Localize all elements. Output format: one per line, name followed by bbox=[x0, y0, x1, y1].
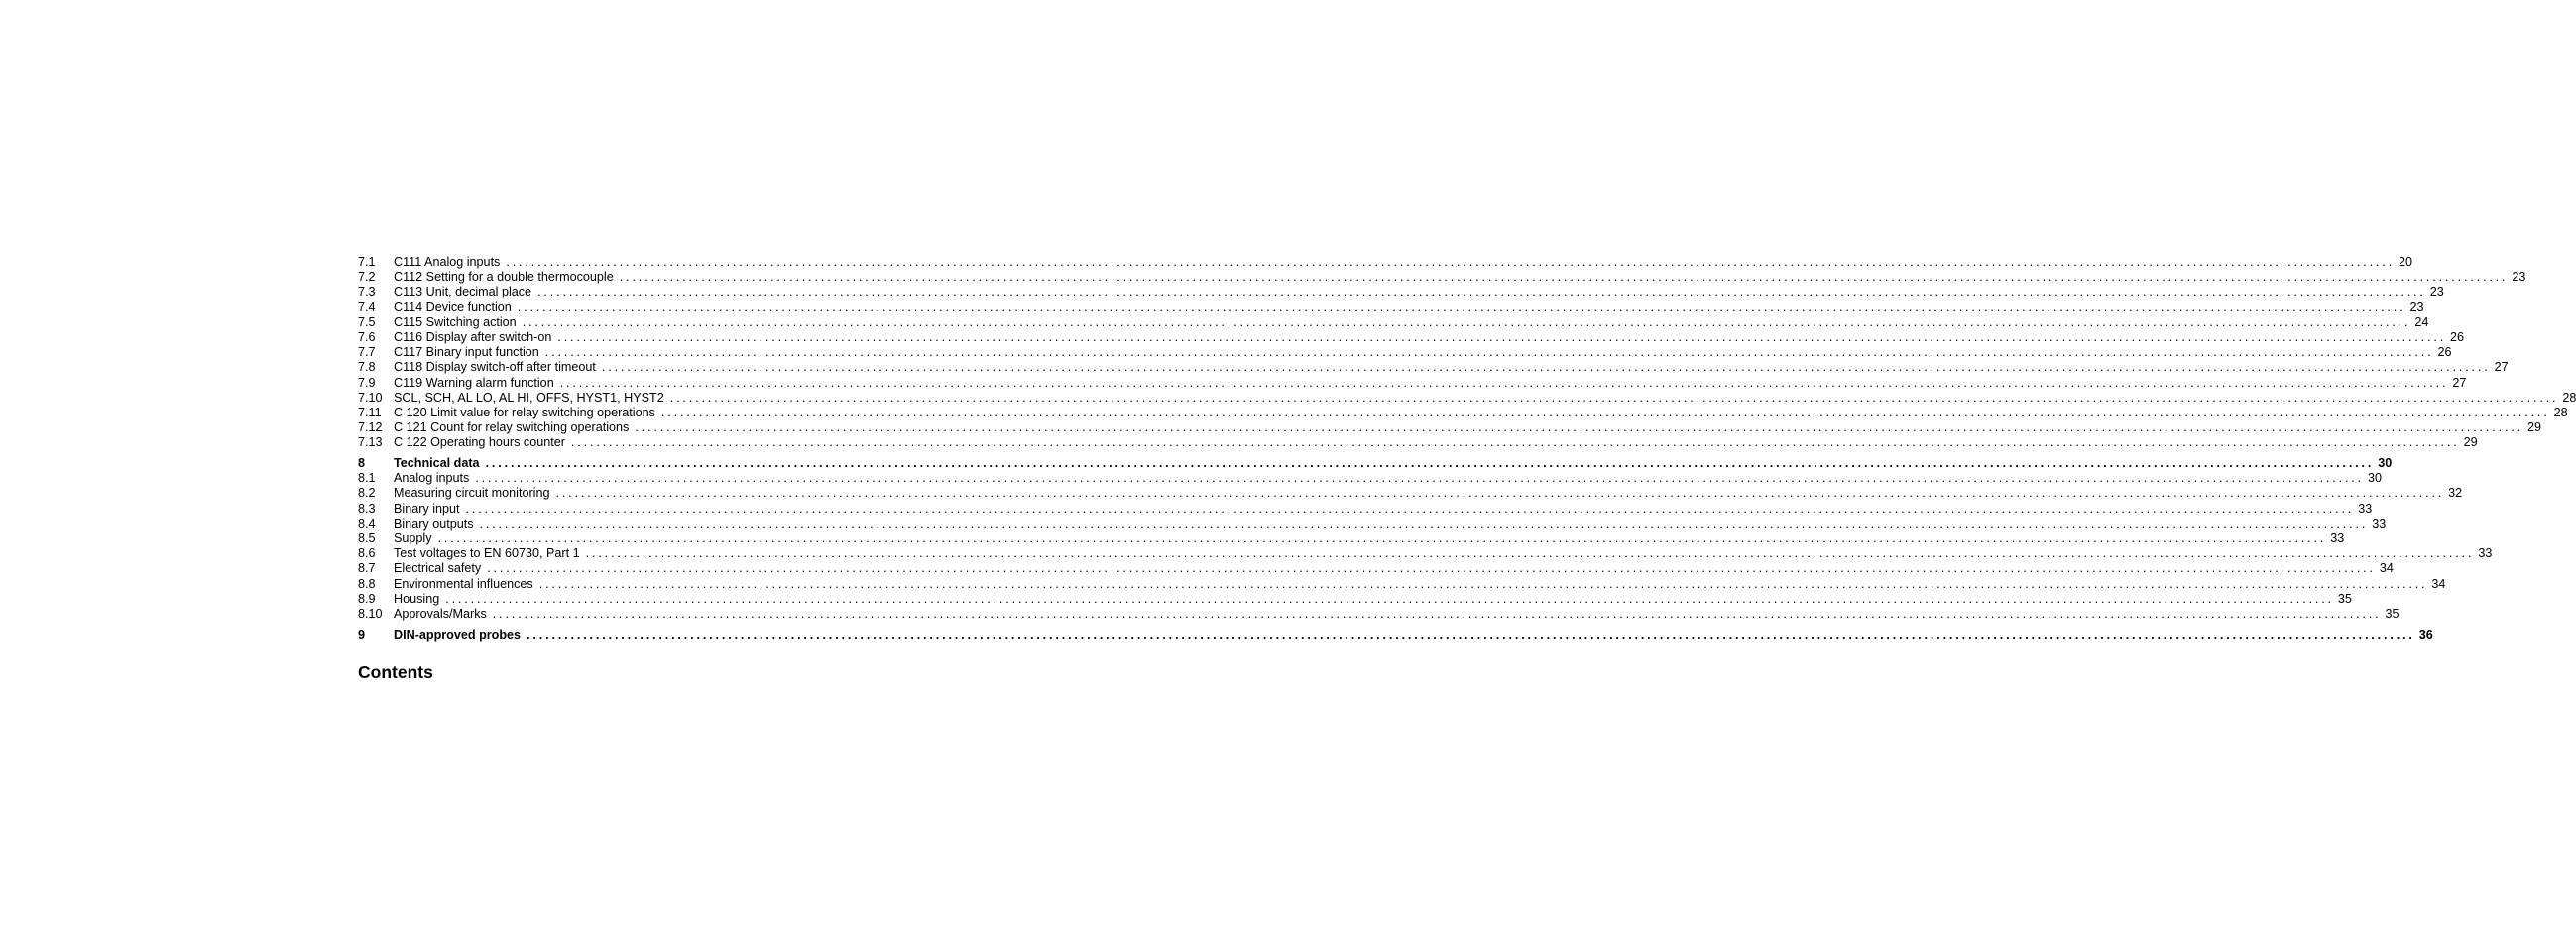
toc-entry-page: 28 bbox=[2562, 390, 2576, 405]
toc-leader-dots: ............................................................................................................................................................................................................................................................................................................ bbox=[601, 360, 2491, 375]
table-of-contents bbox=[358, 255, 2576, 643]
toc-leader-dots: ............................................................................................................................................................................................................................................................................................................ bbox=[669, 390, 2559, 405]
toc-entry-page: 28 bbox=[2553, 405, 2568, 419]
toc-entry-page: 30 bbox=[2378, 456, 2393, 471]
toc-entry bbox=[358, 486, 2463, 501]
toc-entry bbox=[358, 285, 2444, 299]
toc-entry-page: 23 bbox=[2409, 299, 2424, 314]
toc-entry-number: 7.5 bbox=[358, 314, 376, 329]
toc-entry-title: Measuring circuit monitoring bbox=[394, 486, 550, 501]
toc-entry-number: 8.3 bbox=[358, 501, 376, 516]
toc-entry-number: 8.9 bbox=[358, 591, 376, 606]
toc-entry bbox=[358, 627, 2433, 643]
toc-entry-number: 7.12 bbox=[358, 420, 383, 435]
toc-entry-page: 33 bbox=[2478, 546, 2493, 561]
toc-entry bbox=[358, 255, 2413, 270]
toc-leader-dots: ............................................................................................................................................................................................................................................................................................................ bbox=[506, 255, 2396, 269]
toc-entry-title: Approvals/Marks bbox=[394, 606, 487, 621]
toc-entry-title: C 120 Limit value for relay switching operations bbox=[394, 405, 655, 419]
toc-leader-dots: ............................................................................................................................................................................................................................................................................................................ bbox=[475, 471, 2365, 486]
toc-leader-dots: ............................................................................................................................................................................................................................................................................................................ bbox=[527, 627, 2415, 642]
toc-entry-page: 34 bbox=[2431, 576, 2446, 591]
toc-entry-page: 23 bbox=[2512, 270, 2526, 285]
toc-entry-title: Test voltages to EN 60730, Part 1 bbox=[394, 546, 580, 561]
toc-entry-title: Binary input bbox=[394, 501, 460, 516]
toc-entry-number: 7.13 bbox=[358, 435, 383, 450]
toc-entry-page: 34 bbox=[2379, 561, 2394, 576]
toc-entry-number: 9 bbox=[358, 627, 366, 642]
toc-entry-number: 8.5 bbox=[358, 531, 376, 545]
toc-entry-number: 8.10 bbox=[358, 606, 383, 621]
toc-entry bbox=[358, 270, 2526, 285]
toc-leader-dots: ............................................................................................................................................................................................................................................................................................................ bbox=[555, 486, 2445, 501]
toc-entry-number: 8.7 bbox=[358, 561, 376, 576]
toc-leader-dots: ............................................................................................................................................................................................................................................................................................................ bbox=[445, 591, 2334, 606]
toc-entry-title: C117 Binary input function bbox=[394, 345, 539, 360]
toc-entry-page: 20 bbox=[2399, 255, 2413, 269]
toc-entry bbox=[358, 314, 2429, 330]
toc-entry-title: Technical data bbox=[394, 456, 480, 471]
toc-entry-page: 30 bbox=[2368, 471, 2383, 486]
contents-heading: Contents bbox=[358, 662, 433, 682]
toc-leader-dots: ............................................................................................................................................................................................................................................................................................................ bbox=[492, 606, 2382, 621]
toc-leader-dots: ............................................................................................................................................................................................................................................................................................................ bbox=[557, 329, 2447, 344]
toc-entry-title: C114 Device function bbox=[394, 299, 512, 314]
toc-entry bbox=[358, 345, 2452, 360]
toc-entry-title: C112 Setting for a double thermocouple bbox=[394, 270, 614, 285]
toc-leader-dots: ............................................................................................................................................................................................................................................................................................................ bbox=[479, 516, 2369, 531]
toc-entry-page: 27 bbox=[2452, 375, 2467, 390]
toc-entry-page: 35 bbox=[2337, 591, 2352, 606]
toc-entry-number: 7.11 bbox=[358, 405, 382, 419]
toc-entry-page: 29 bbox=[2527, 420, 2542, 435]
toc-entry-page: 23 bbox=[2429, 285, 2444, 299]
toc-entry-title: Binary outputs bbox=[394, 516, 474, 531]
toc-entry-page: 27 bbox=[2494, 360, 2509, 375]
toc-entry-number: 7.1 bbox=[358, 255, 376, 269]
toc-entry bbox=[358, 471, 2383, 486]
toc-entry bbox=[358, 516, 2387, 532]
toc-leader-dots: ............................................................................................................................................................................................................................................................................................................ bbox=[465, 501, 2355, 516]
toc-entry-page: 29 bbox=[2463, 435, 2478, 450]
toc-entry-title: C118 Display switch-off after timeout bbox=[394, 360, 596, 375]
toc-entry-page: 35 bbox=[2385, 606, 2400, 621]
toc-entry-number: 8.1 bbox=[358, 471, 376, 486]
toc-entry-title: C 121 Count for relay switching operations bbox=[394, 420, 630, 435]
toc-entry-number: 8.6 bbox=[358, 546, 376, 561]
toc-entry-page: 26 bbox=[2437, 345, 2452, 360]
toc-entry bbox=[358, 435, 2478, 450]
toc-leader-dots: ............................................................................................................................................................................................................................................................................................................ bbox=[538, 576, 2428, 591]
toc-leader-dots: ............................................................................................................................................................................................................................................................................................................ bbox=[437, 531, 2327, 545]
toc-entry-title: Analog inputs bbox=[394, 471, 470, 486]
toc-entry bbox=[358, 420, 2542, 435]
toc-leader-dots: ............................................................................................................................................................................................................................................................................................................ bbox=[485, 456, 2375, 471]
toc-entry-title: Electrical safety bbox=[394, 561, 482, 576]
toc-entry-number: 8.4 bbox=[358, 516, 376, 531]
toc-leader-dots: ............................................................................................................................................................................................................................................................................................................ bbox=[585, 546, 2475, 561]
toc-leader-dots: ............................................................................................................................................................................................................................................................................................................ bbox=[559, 375, 2449, 390]
toc-leader-dots: ............................................................................................................................................................................................................................................................................................................ bbox=[570, 435, 2460, 450]
toc-entry-number: 7.8 bbox=[358, 360, 376, 375]
toc-entry bbox=[358, 375, 2467, 391]
toc-entry bbox=[358, 299, 2424, 315]
toc-entry-page: 26 bbox=[2450, 329, 2465, 344]
toc-leader-dots: ............................................................................................................................................................................................................................................................................................................ bbox=[635, 420, 2523, 435]
toc-leader-dots: ............................................................................................................................................................................................................................................................................................................ bbox=[619, 270, 2509, 285]
toc-entry-title: DIN-approved probes bbox=[394, 627, 522, 642]
toc-entry-page: 24 bbox=[2414, 314, 2429, 329]
toc-entry-title: C116 Display after switch-on bbox=[394, 329, 552, 344]
toc-entry-page: 33 bbox=[2372, 516, 2387, 531]
toc-entry-page: 36 bbox=[2418, 627, 2433, 642]
toc-entry bbox=[358, 531, 2345, 546]
toc-entry-number: 7.6 bbox=[358, 329, 376, 344]
toc-entry bbox=[358, 405, 2568, 420]
toc-leader-dots: ............................................................................................................................................................................................................................................................................................................ bbox=[517, 299, 2406, 314]
toc-entry-page: 33 bbox=[2330, 531, 2345, 545]
toc-entry bbox=[358, 501, 2373, 517]
toc-entry-page: 33 bbox=[2358, 501, 2373, 516]
toc-entry-title: Environmental influences bbox=[394, 576, 533, 591]
toc-entry-title: C 122 Operating hours counter bbox=[394, 435, 565, 450]
toc-leader-dots: ............................................................................................................................................................................................................................................................................................................ bbox=[544, 345, 2434, 360]
toc-entry-title: Housing bbox=[394, 591, 440, 606]
toc-entry-number: 7.3 bbox=[358, 285, 376, 299]
toc-entry bbox=[358, 546, 2493, 561]
toc-entry-title: Supply bbox=[394, 531, 432, 545]
toc-entry-title: C111 Analog inputs bbox=[394, 255, 501, 269]
toc-entry-title: C113 Unit, decimal place bbox=[394, 285, 532, 299]
toc-entry-number: 8.2 bbox=[358, 486, 376, 501]
toc-entry bbox=[358, 591, 2352, 607]
toc-entry-title: C115 Switching action bbox=[394, 314, 517, 329]
toc-entry-number: 7.2 bbox=[358, 270, 376, 285]
toc-entry bbox=[358, 329, 2465, 345]
toc-entry-number: 7.9 bbox=[358, 375, 376, 390]
toc-leader-dots: ............................................................................................................................................................................................................................................................................................................ bbox=[537, 285, 2426, 299]
toc-leader-dots: ............................................................................................................................................................................................................................................................................................................ bbox=[660, 405, 2550, 419]
toc-entry bbox=[358, 456, 2393, 471]
toc-entry-title: C119 Warning alarm function bbox=[394, 375, 554, 390]
toc-entry bbox=[358, 390, 2576, 406]
toc-entry-number: 7.4 bbox=[358, 299, 376, 314]
toc-leader-dots: ............................................................................................................................................................................................................................................................................................................ bbox=[487, 561, 2376, 576]
toc-entry-number: 8 bbox=[358, 456, 366, 471]
toc-entry-number: 8.8 bbox=[358, 576, 376, 591]
toc-entry bbox=[358, 576, 2446, 592]
toc-entry bbox=[358, 561, 2394, 576]
toc-entry-number: 7.7 bbox=[358, 345, 376, 360]
toc-entry-number: 7.10 bbox=[358, 390, 383, 405]
toc-entry bbox=[358, 606, 2400, 622]
toc-leader-dots: ............................................................................................................................................................................................................................................................................................................ bbox=[522, 314, 2411, 329]
toc-entry-title: SCL, SCH, AL LO, AL HI, OFFS, HYST1, HYST2 bbox=[394, 390, 664, 405]
toc-entry bbox=[358, 360, 2509, 375]
toc-entry-page: 32 bbox=[2448, 486, 2463, 501]
